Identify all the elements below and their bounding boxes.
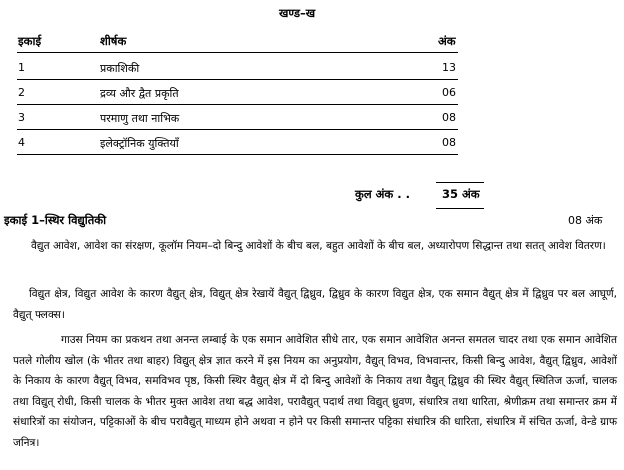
total-top-rule (436, 182, 484, 183)
table-header-marks: अंक (438, 34, 456, 48)
row-title: परमाणु तथा नाभिक (100, 112, 180, 125)
row-marks: 08 (442, 136, 456, 149)
row-divider (17, 104, 458, 105)
table-header-divider (17, 52, 458, 53)
total-bottom-rule (436, 208, 484, 209)
unit-heading: इकाई 1–स्थिर विद्युतिकी (4, 213, 107, 227)
row-divider (17, 129, 458, 130)
section-title: खण्ड–ख (279, 6, 316, 20)
table-header-unit: इकाई (18, 34, 42, 48)
syllabus-paragraph: विद्युत क्षेत्र, विद्युत आवेश के कारण वैद्युत् क्षेत्र, विद्युत् क्षेत्र रेखायें वैद्युत् द्विध्रुव, द्विध्रुव के कारण विद्युत क्षेत्र, एक समान वैद्युत् क्षेत्र में द्विध्रुव पर बल आघूर्ण, वैद्युत् फ्लक्स। (13, 288, 617, 321)
row-unit: 4 (18, 136, 25, 149)
row-title: इलेक्ट्रॉनिक युक्तियाँ (100, 137, 179, 150)
row-unit: 3 (18, 111, 25, 124)
unit-marks: 08 अंक (568, 214, 603, 227)
row-divider (17, 154, 458, 155)
row-divider (17, 79, 458, 80)
syllabus-paragraph: वैद्युत आवेश, आवेश का संरक्षण, कूलॉम नियम–दो बिन्दु आवेशों के बीच बल, बहुत आवेशों के बीच बल, अध्यारोपण सिद्धान्त तथा सतत् आवेश वितरण। (31, 240, 606, 252)
total-marks-label: कुल अंक . . (355, 187, 410, 201)
syllabus-paragraph: गाउस नियम का प्रकथन तथा अनन्त लम्बाई के एक समान आवेशित सीधे तार, एक समान आवेशित अनन्त समतल चादर तथा एक समान आवेशित पतले गोलीय खोल (के भीतर तथा बाहर) विद्युत् क्षेत्र ज्ञात करने में इस नियम का अनुप्रयोग, वैद्युत् विभव, विभवान्तर, किसी बिन्दु आवेश, वैद्युत् द्विध्रुव, आवेशों के निकाय के कारण वैद्युत् विभव, समविभव पृष्ठ, किसी स्थिर वैद्युत् क्षेत्र में दो बिन्दु आवेशों के निकाय तथा वैद्युत् द्विध्रुव की स्थिर वैद्युत् स्थितिज ऊर्जा, चालक तथा विद्युत् रोधी, किसी चालक के भीतर मुक्त आवेश तथा बद्ध आवेश, परावैद्युत् पदार्थ तथा विद्युत् ध्रुवण, संधारित्र तथा धारिता, श्रेणीक्रम तथा समान्तर क्रम में संधारित्रों का संयोजन, पट्टिकाओं के बीच परावैद्युत् माध्यम होने अथवा न होने पर किसी समान्तर पट्टिका संधारित्र की धारिता, संधारित्र में संचित ऊर्जा, वेन्डे ग्राफ जनित्र। (13, 334, 617, 449)
row-title: द्रव्य और द्वैत प्रकृति (100, 87, 179, 100)
row-marks: 06 (442, 86, 456, 99)
total-marks-value: 35 अंक (442, 187, 480, 201)
table-header-title: शीर्षक (100, 34, 127, 48)
row-title: प्रकाशिकी (100, 62, 140, 75)
row-marks: 08 (442, 111, 456, 124)
row-unit: 2 (18, 86, 25, 99)
row-marks: 13 (442, 61, 456, 74)
row-unit: 1 (18, 61, 25, 74)
